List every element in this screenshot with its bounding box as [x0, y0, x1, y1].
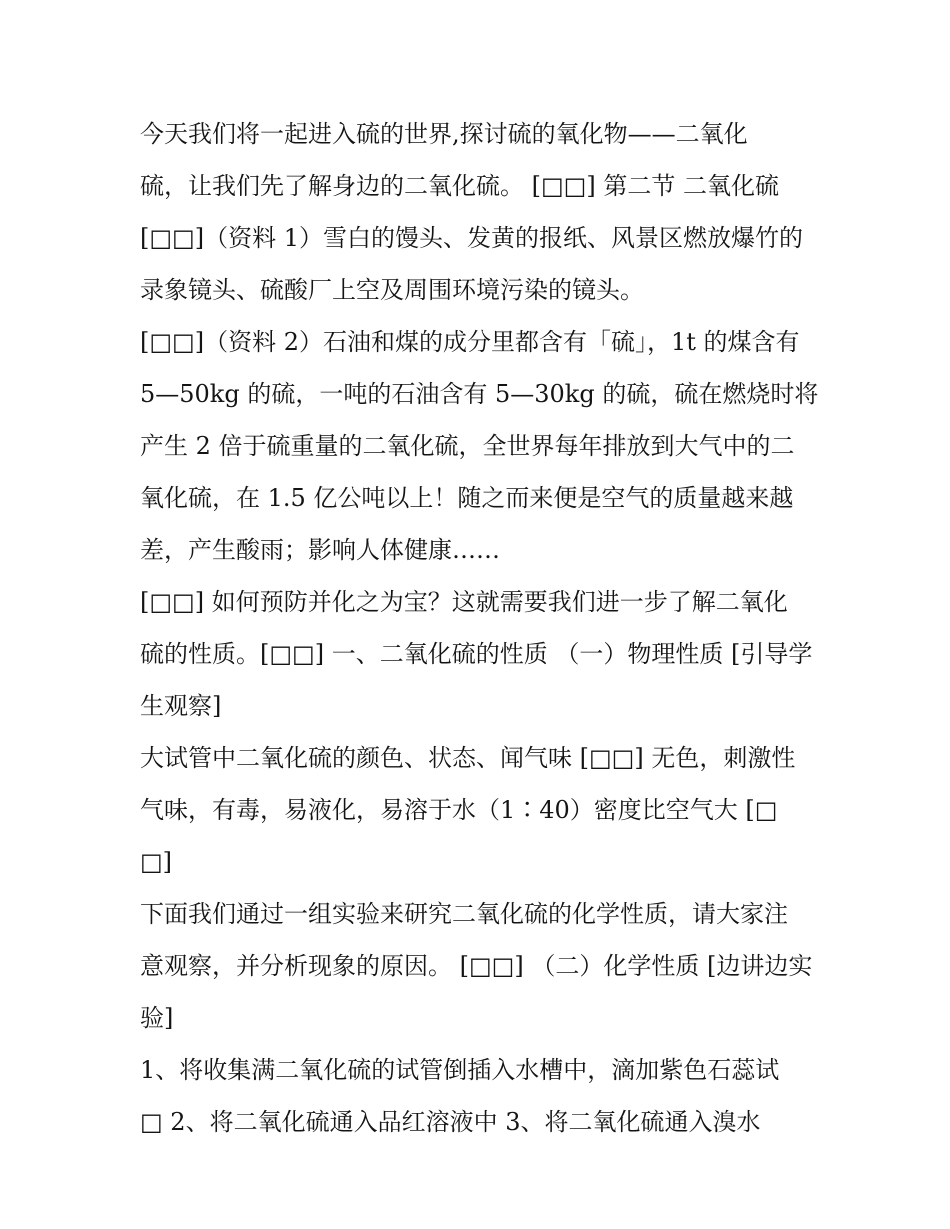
- text-line: [□□] 如何预防并化之为宝？这就需要我们进一步了解二氧化: [140, 588, 788, 616]
- text-line: [□□]（资料 1）雪白的馒头、发黄的报纸、风景区燃放爆竹的: [140, 224, 803, 252]
- text-line: 录象镜头、硫酸厂上空及周围环境污染的镜头。: [140, 276, 644, 304]
- text-line: 5—50kg 的硫，一吨的石油含有 5—30kg 的硫，硫在燃烧时将: [140, 380, 819, 408]
- text-line: 验]: [140, 1004, 174, 1032]
- text-line: 意观察，并分析现象的原因。 [□□] （二）化学性质 [边讲边实: [140, 952, 813, 980]
- text-line: 硫，让我们先了解身边的二氧化硫。 [□□] 第二节 二氧化硫: [140, 172, 779, 200]
- text-line: 气味，有毒，易液化，易溶于水（1∶40）密度比空气大 [□: [140, 796, 778, 824]
- text-line: [□□]（资料 2）石油和煤的成分里都含有「硫」，1t 的煤含有: [140, 328, 800, 356]
- text-line: 下面我们通过一组实验来研究二氧化硫的化学性质，请大家注: [140, 900, 788, 928]
- text-line: 氧化硫，在 1.5 亿公吨以上！随之而来便是空气的质量越来越: [140, 484, 794, 512]
- document-body: [140, 108, 830, 1148]
- text-line: 今天我们将一起进入硫的世界,探讨硫的氧化物——二氧化: [140, 120, 748, 148]
- text-line: 生观察]: [140, 692, 222, 720]
- text-line: 差，产生酸雨；影响人体健康……: [140, 536, 500, 564]
- text-line: □ 2、将二氧化硫通入品红溶液中 3、将二氧化硫通入溴水: [140, 1108, 761, 1136]
- text-line: 1、将收集满二氧化硫的试管倒插入水槽中，滴加紫色石蕊试: [140, 1056, 780, 1084]
- text-line: 产生 2 倍于硫重量的二氧化硫，全世界每年排放到大气中的二: [140, 432, 795, 460]
- text-line: 硫的性质。[□□] 一、二氧化硫的性质 （一）物理性质 [引导学: [140, 640, 813, 668]
- text-line: □]: [140, 848, 173, 876]
- text-line: 大试管中二氧化硫的颜色、状态、闻气味 [□□] 无色，刺激性: [140, 744, 796, 772]
